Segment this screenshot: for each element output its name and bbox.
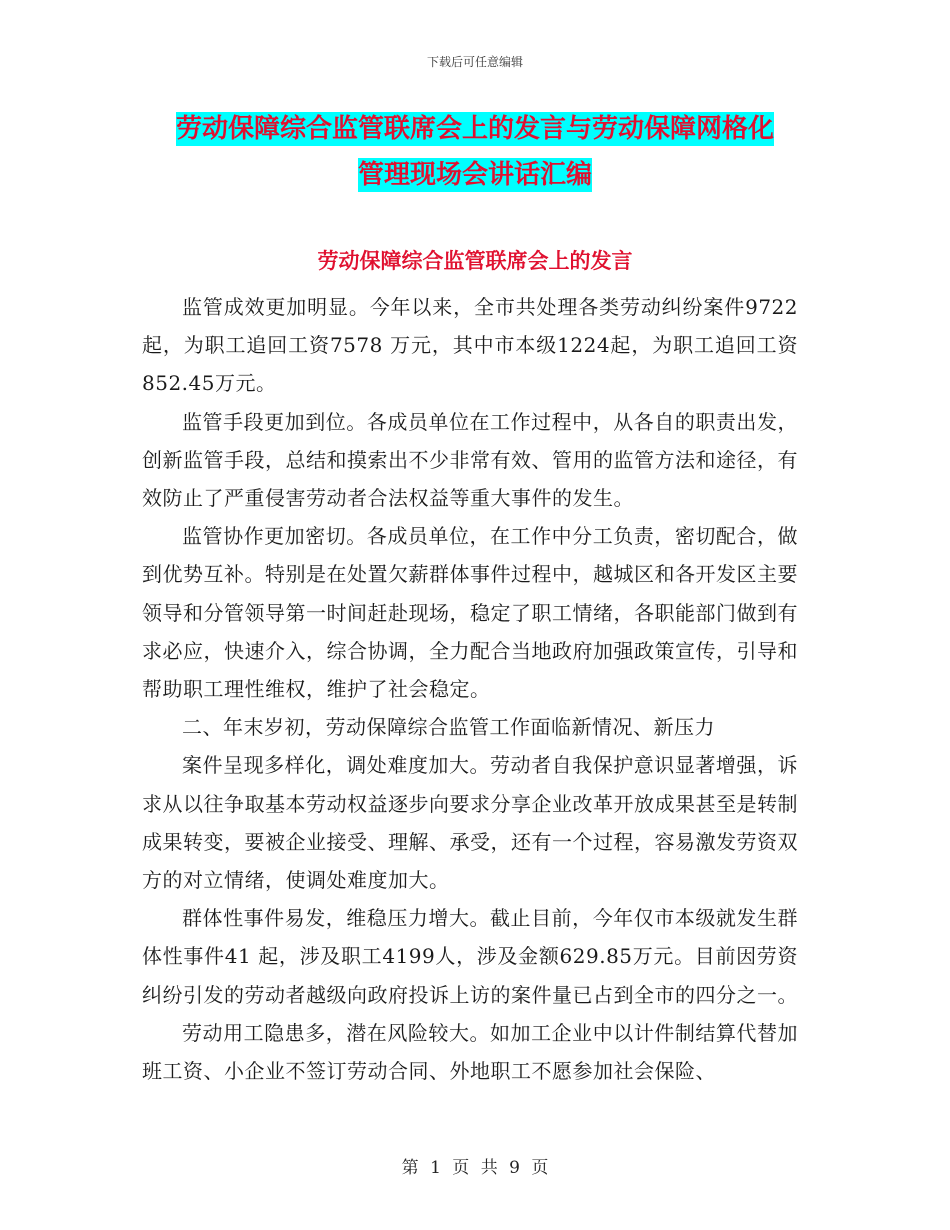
header-note: 下载后可任意编辑 [426, 55, 523, 69]
paragraph: 劳动用工隐患多，潜在风险较大。如加工企业中以计件制结算代替加班工资、小企业不签订劳动合同、外地职工不愿参加社会保险、 [142, 1020, 798, 1084]
document-title-line-2: 管理现场会讲话汇编 [357, 160, 592, 190]
document-title-line-1: 劳动保障综合监管联席会上的发言与劳动保障网格化 [175, 114, 774, 144]
section-title: 劳动保障综合监管联席会上的发言 [317, 249, 633, 273]
paragraph-heading: 二、年末岁初，劳动保障综合监管工作面临新情况、新压力 [182, 715, 715, 740]
paragraph: 监管手段更加到位。各成员单位在工作过程中，从各自的职责出发，创新监管手段，总结和摸索出不少非常有效、管用的监管方法和途径，有效防止了严重侵害劳动者合法权益等重大事件的发生。 [142, 409, 798, 511]
page-footer: 第 1 页 共 9 页 [401, 1158, 549, 1178]
paragraph: 监管协作更加密切。各成员单位，在工作中分工负责，密切配合，做到优势互补。特别是在处置欠薪群体事件过程中，越城区和各开发区主要领导和分管领导第一时间赶赴现场，稳定了职工情绪，各职能部门做到有求必应，快速介入，综合协调，全力配合当地政府加强政策宣传，引导和帮助职工理性维权，维护了社会稳定。 [142, 524, 798, 702]
paragraph: 案件呈现多样化，调处难度加大。劳动者自我保护意识显著增强，诉求从以往争取基本劳动权益逐步向要求分享企业改革开放成果甚至是转制成果转变，要被企业接受、理解、承受，还有一个过程，容易激发劳资双方的对立情绪，使调处难度加大。 [142, 753, 798, 893]
body-text [142, 288, 798, 1090]
paragraph: 监管成效更加明显。今年以来，全市共处理各类劳动纠纷案件9722起，为职工追回工资7578 万元，其中市本级1224起，为职工追回工资852.45万元。 [142, 295, 798, 396]
document-title [0, 106, 950, 198]
paragraph: 群体性事件易发，维稳压力增大。截止目前，今年仅市本级就发生群体性事件41 起，涉及职工4199人，涉及金额629.85万元。目前因劳资纠纷引发的劳动者越级向政府投诉上访的案件量已占到全市的四分之一。 [142, 906, 798, 1007]
